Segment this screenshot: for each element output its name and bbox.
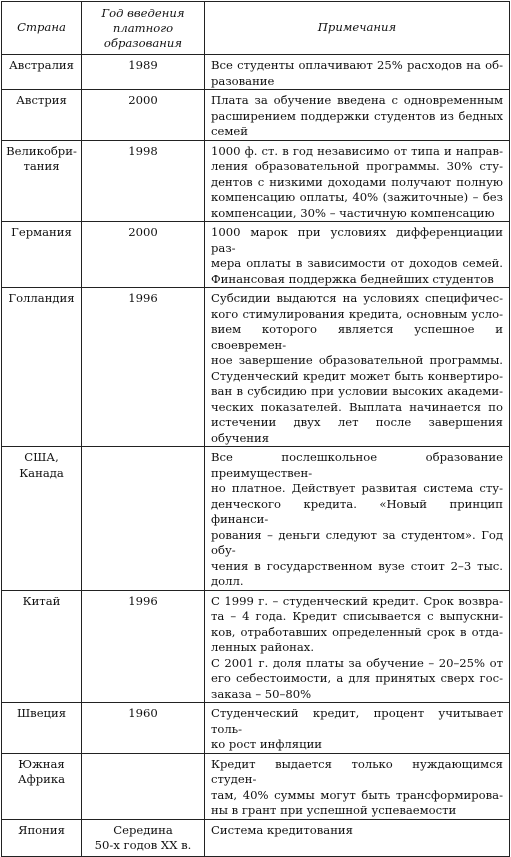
header-notes: Примечания <box>205 2 510 55</box>
notes-cell: Все послешкольное образование преимуществен- но платное. Действует развитая система сту- денческого кредита. «Новый принцип финанси- рования – деньги следуют за студентом». Год обу- чения в государственном вузе стоит 2–3 тыс. долл. <box>205 447 510 591</box>
year-cell: 1960 <box>82 703 205 754</box>
header-country: Страна <box>2 2 82 55</box>
year-cell: Середина 50-х годов XX в. <box>82 819 205 856</box>
notes-cell: 1000 марок при условиях дифференциации раз- мера оплаты в зависимости от доходов семей. Финансовая поддержка беднейших студентов <box>205 222 510 288</box>
year-cell: 1998 <box>82 140 205 222</box>
year-cell <box>82 447 205 591</box>
notes-cell: Плата за обучение введена с одновременным расширением поддержки студентов из бедных семей <box>205 90 510 141</box>
year-cell: 1989 <box>82 55 205 90</box>
notes-cell: Субсидии выдаются на условиях специфичес- кого стимулирования кредита, основным усло- вием которого является успешное и своевремен- ное завершение образовательной программы. Студенческий кредит может быть конвертиро- ван в субсидию при условии высоких академи- ческих показателей. Выплата начинается по истечении двух лет после завершения обучения <box>205 288 510 447</box>
table-row <box>2 819 510 856</box>
country-cell: Китай <box>2 590 82 703</box>
education-fees-table <box>1 1 510 857</box>
table-row <box>2 590 510 703</box>
notes-cell: Студенческий кредит, процент учитывает толь- ко рост инфляции <box>205 703 510 754</box>
country-cell: Южная Африка <box>2 753 82 819</box>
country-cell: США, Канада <box>2 447 82 591</box>
country-cell: Германия <box>2 222 82 288</box>
year-cell: 2000 <box>82 222 205 288</box>
year-cell: 1996 <box>82 590 205 703</box>
year-cell: 1996 <box>82 288 205 447</box>
notes-cell: Система кредитования <box>205 819 510 856</box>
country-cell: Голландия <box>2 288 82 447</box>
notes-cell: С 1999 г. – студенческий кредит. Срок возвра- та – 4 года. Кредит списывается с выпускни- ков, отработавших определенный срок в отда- ленных районах. С 2001 г. доля платы за обучение – 20–25% от его себестоимости, а для принятых сверх гос- заказа – 50–80% <box>205 590 510 703</box>
country-cell: Австрия <box>2 90 82 141</box>
table-row <box>2 288 510 447</box>
table-row <box>2 447 510 591</box>
year-cell <box>82 753 205 819</box>
country-cell: Швеция <box>2 703 82 754</box>
header-row <box>2 2 510 55</box>
country-cell: Великобри- тания <box>2 140 82 222</box>
notes-cell: Кредит выдается только нуждающимся студен- там, 40% суммы могут быть трансформирова- ны в грант при успешной успеваемости <box>205 753 510 819</box>
table-row <box>2 90 510 141</box>
table-row <box>2 55 510 90</box>
notes-cell: Все студенты оплачивают 25% расходов на об- разование <box>205 55 510 90</box>
country-cell: Япония <box>2 819 82 856</box>
notes-cell: 1000 ф. ст. в год независимо от типа и направ- ления образовательной программы. 30% сту- дентов с низкими доходами получают полную компенсацию оплаты, 40% (зажиточные) – без компенсации, 30% – частичную компенсацию <box>205 140 510 222</box>
country-cell: Австралия <box>2 55 82 90</box>
table-row <box>2 222 510 288</box>
table-row <box>2 753 510 819</box>
year-cell: 2000 <box>82 90 205 141</box>
header-year: Год введения платного образования <box>82 2 205 55</box>
table-row <box>2 703 510 754</box>
table-row <box>2 140 510 222</box>
